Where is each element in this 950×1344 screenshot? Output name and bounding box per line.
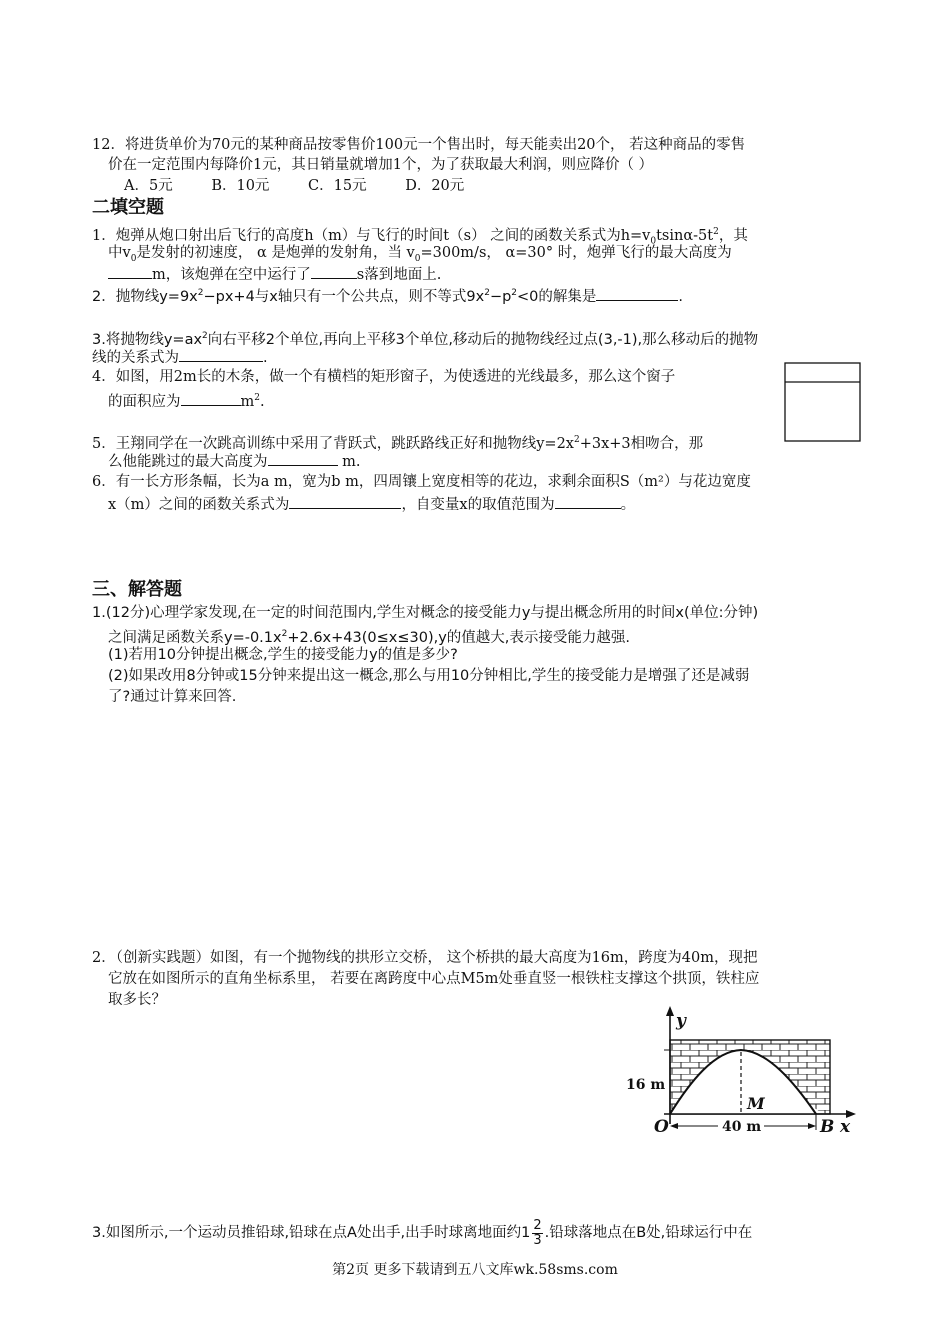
origin-label: O bbox=[654, 1117, 669, 1137]
section3-title: 三、解答题 bbox=[92, 579, 182, 600]
fill-q6-line2: x（m）之间的函数关系式为 ，自变量x的取值范围为 。 bbox=[108, 494, 635, 515]
fill-q1-line1: 1．炮弹从炮口射出后飞行的高度h（m）与飞行的时间t（s） 之间的函数关系式为$h=v_0tsin\alpha-5t^2$，其 bbox=[92, 227, 748, 247]
answer-blank[interactable] bbox=[311, 264, 357, 279]
answer-blank[interactable] bbox=[179, 347, 263, 362]
answer-blank[interactable] bbox=[181, 391, 241, 406]
fill-q2: 2．抛物线$y=9x^2-px+4$与x轴只有一个公共点，则不等式$9x^2-p^2<0$的解集是 . bbox=[92, 283, 683, 307]
answer-blank[interactable] bbox=[289, 494, 401, 509]
height-label: 16 m bbox=[626, 1077, 666, 1093]
mixed-number-whole: 1 bbox=[521, 1225, 531, 1241]
window-frame bbox=[785, 363, 860, 441]
mc12-line2: 价在一定范围内每降价1元，其日销量就增加1个，为了获取最大利润，则应降价（ ） bbox=[108, 157, 654, 173]
section2-title: 二填空题 bbox=[92, 197, 164, 218]
fill-q5-line2: 么他能跳过的最大高度为 m. bbox=[108, 451, 360, 472]
option-a: A．5元 bbox=[124, 178, 173, 194]
answer-q1-line1: 1.(12分)心理学家发现,在一定的时间范围内,学生对概念的接受能力y与提出概念所用的时间x(单位:分钟) bbox=[92, 605, 759, 621]
answer-q1-line3: (1)若用10分钟提出概念,学生的接受能力y的值是多少? bbox=[108, 647, 458, 663]
m-label: M bbox=[747, 1094, 765, 1113]
fraction: $\frac{2}{3}$ bbox=[533, 1217, 542, 1248]
answer-q2-line1: 2．（创新实践题）如图，有一个抛物线的拱形立交桥， 这个桥拱的最大高度为16m，跨度为40m，现把 bbox=[92, 950, 758, 966]
answer-blank[interactable] bbox=[108, 264, 152, 279]
option-b: B．10元 bbox=[211, 178, 270, 194]
span-arrow-left bbox=[670, 1123, 678, 1129]
x-axis-label: x bbox=[840, 1117, 851, 1137]
fill-q3-line2: 线的关系式为 . bbox=[92, 347, 268, 368]
fill-q4-line2: 的面积应为 $m^2$. bbox=[108, 388, 265, 412]
fill-q1-line3: m，该炮弹在空中运行了 s落到地面上. bbox=[108, 264, 441, 285]
span-arrow-right bbox=[808, 1123, 816, 1129]
window-figure bbox=[784, 362, 862, 444]
y-axis-arrow bbox=[666, 1006, 674, 1016]
fill-q6-line1: 6．有一长方形条幅，长为a m，宽为b m，四周镶上宽度相等的花边，求剩余面积S（m²）与花边宽度 bbox=[92, 474, 751, 490]
page-footer: 第2页 更多下载请到五八文库wk.58sms.com bbox=[332, 1262, 618, 1278]
fill-q3-line1: 3.将抛物线$y=ax^2$向右平移2个单位,再向上平移3个单位,移动后的抛物线经过点(3,-1),那么移动后的抛物 bbox=[92, 331, 759, 348]
answer-blank[interactable] bbox=[596, 286, 678, 301]
fill-q5-line1: 5．王翔同学在一次跳高训练中采用了背跃式，跳跃路线正好和抛物线$y=2x^2+3x+3$相吻合，那 bbox=[92, 435, 704, 452]
fill-q4-line1: 4．如图，用2m长的木条，做一个有横档的矩形窗子，为使透进的光线最多，那么这个窗子 bbox=[92, 369, 676, 385]
answer-q1-line5: 了?通过计算来回答. bbox=[108, 689, 237, 705]
y-axis-label: y bbox=[676, 1011, 686, 1031]
option-c: C．15元 bbox=[308, 178, 367, 194]
answer-q2-line2: 它放在如图所示的直角坐标系里， 若要在离跨度中心点M5m处垂直竖一根铁柱支撑这个拱顶，铁柱应 bbox=[108, 971, 760, 987]
mc12-line1: 12．将进货单价为70元的某种商品按零售价100元一个售出时，每天能卖出20个， 若这种商品的零售 bbox=[92, 137, 746, 153]
answer-blank[interactable] bbox=[555, 494, 621, 509]
bridge-arch-figure bbox=[618, 1002, 858, 1138]
answer-q1-line4: (2)如果改用8分钟或15分钟来提出这一概念,那么与用10分钟相比,学生的接受能力是增强了还是减弱 bbox=[108, 668, 750, 684]
mc12-options bbox=[124, 176, 498, 196]
answer-q3-line1: 3.如图所示,一个运动员推铅球,铅球在点A处出手,出手时球离地面约1 $\frac{2}{3}$ .铅球落地点在B处,铅球运行中在 bbox=[92, 1217, 753, 1248]
answer-blank[interactable] bbox=[268, 451, 338, 466]
answer-q1-line2: 之间满足函数关系$y=-0.1x^2+2.6x+43(0\le x\le 30),y$的值越大,表示接受能力越强. bbox=[108, 629, 631, 646]
fill-q1-line2: 中$v_0$是发射的初速度， α 是炮弹的发射角，当 $v_0=300m/s$， α=30° 时，炮弹飞行的最大高度为 bbox=[108, 245, 732, 264]
span-label: 40 m bbox=[722, 1119, 762, 1135]
answer-q2-line3: 取多长？ bbox=[108, 992, 166, 1008]
option-d: D．20元 bbox=[405, 178, 465, 194]
b-label: B bbox=[820, 1117, 835, 1137]
